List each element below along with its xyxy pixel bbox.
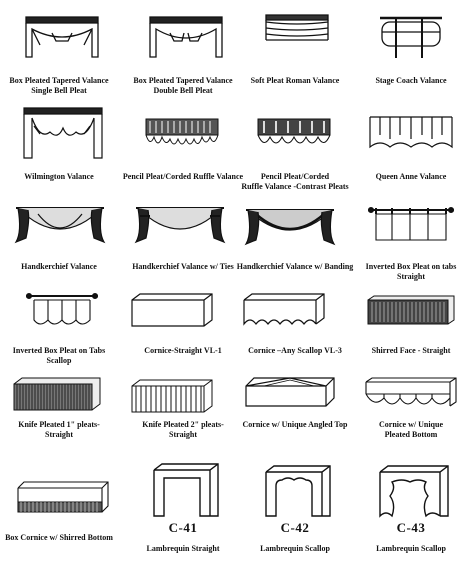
style-handkerchief-ties (124, 200, 242, 285)
style-box-pleat-single (0, 0, 118, 105)
cornice-pleated-bottom-icon (364, 376, 458, 412)
style-label: Lambrequin Straight (146, 544, 220, 553)
box-pleat-single-bell-icon (22, 15, 102, 60)
style-label: Box Pleated Tapered Valance Double Bell Pleat (133, 76, 233, 95)
style-label: Soft Pleat Roman Valance (250, 76, 340, 85)
style-pencil-contrast (236, 103, 354, 203)
style-cornice-scallop (236, 288, 354, 376)
style-label: Lambrequin Scallop (260, 544, 330, 553)
style-cornice-straight (124, 288, 242, 376)
style-label: Cornice w/ Unique Angled Top (242, 420, 348, 429)
style-label: Box Cornice w/ Shirred Bottom (5, 533, 113, 542)
handkerchief-banding-icon (244, 206, 336, 250)
style-label: Handkerchief Valance w/ Ties (132, 262, 234, 271)
lambrequin-scallop-icon (262, 464, 332, 518)
style-code: C-41 (168, 520, 198, 535)
style-inverted-tabs-scallop (0, 288, 118, 376)
style-inverted-tabs-straight (352, 200, 470, 285)
style-label: Handkerchief Valance w/ Banding (236, 262, 354, 271)
style-handkerchief-banding (236, 200, 354, 285)
style-label: Queen Anne Valance (375, 172, 447, 181)
style-lambrequin-scallop-curvy (352, 460, 470, 585)
knife-pleat-2-icon (130, 378, 214, 416)
style-code: C-43 (396, 520, 426, 535)
style-label: Box Pleated Tapered Valance Single Bell Pleat (9, 76, 109, 95)
stage-coach-valance-icon (378, 14, 444, 60)
lambrequin-scallop-curvy-icon (376, 464, 450, 518)
roman-valance-icon (262, 12, 332, 44)
style-label: Stage Coach Valance (375, 76, 447, 85)
style-shirred-face (352, 288, 470, 376)
style-knife-pleat-1 (0, 376, 118, 458)
style-label: Cornice w/ Unique Pleated Bottom (379, 420, 443, 439)
style-label: Handkerchief Valance (21, 262, 97, 271)
style-cornice-pleated-bottom (352, 376, 470, 458)
style-label: Pencil Pleat/Corded Ruffle Valance -Contrast Pleats (241, 172, 349, 191)
handkerchief-ties-icon (134, 202, 226, 248)
style-handkerchief (0, 200, 118, 285)
style-label: Pencil Pleat/Corded Ruffle Valance (122, 172, 244, 181)
wilmington-valance-icon (20, 106, 106, 162)
style-code: C-42 (280, 520, 310, 535)
handkerchief-valance-icon (14, 202, 106, 248)
style-label: Shirred Face - Straight (371, 346, 451, 355)
pencil-pleat-contrast-icon (256, 117, 332, 151)
style-wilmington (0, 103, 118, 203)
style-label: Knife Pleated 1" pleats- Straight (18, 420, 100, 439)
style-queen-anne (352, 103, 470, 203)
box-cornice-shirred-icon (16, 480, 110, 516)
cornice-scallop-icon (242, 292, 326, 332)
lambrequin-straight-icon (150, 462, 220, 518)
style-pencil-ruffle (124, 103, 242, 203)
style-knife-pleat-2 (124, 376, 242, 458)
style-label: Inverted Box Pleat on tabs Straight (365, 262, 457, 281)
knife-pleat-1-icon (12, 376, 102, 414)
cornice-straight-icon (130, 292, 214, 330)
style-cornice-angled (236, 376, 354, 458)
box-pleat-double-bell-icon (146, 15, 226, 60)
style-label: Cornice-Straight VL-1 (144, 346, 222, 355)
style-label: Lambrequin Scallop (376, 544, 446, 553)
style-label: Inverted Box Pleat on Tabs Scallop (12, 346, 106, 365)
style-label: Knife Pleated 2" pleats- Straight (142, 420, 224, 439)
inverted-box-tabs-scallop-icon (26, 290, 98, 330)
cornice-angled-top-icon (244, 376, 336, 408)
style-roman-valance (236, 0, 354, 105)
style-label: Wilmington Valance (24, 172, 94, 181)
style-stage-coach (352, 0, 470, 105)
style-lambrequin-scallop (236, 460, 354, 585)
style-label: Cornice –Any Scallop VL-3 (248, 346, 342, 355)
queen-anne-valance-icon (366, 113, 456, 153)
inverted-box-tabs-straight-icon (368, 204, 454, 244)
shirred-face-icon (366, 294, 456, 328)
style-lambrequin-straight (124, 460, 242, 585)
style-box-cornice-shirred (0, 460, 118, 585)
style-box-pleat-double (124, 0, 242, 105)
pencil-pleat-ruffle-icon (144, 117, 220, 151)
